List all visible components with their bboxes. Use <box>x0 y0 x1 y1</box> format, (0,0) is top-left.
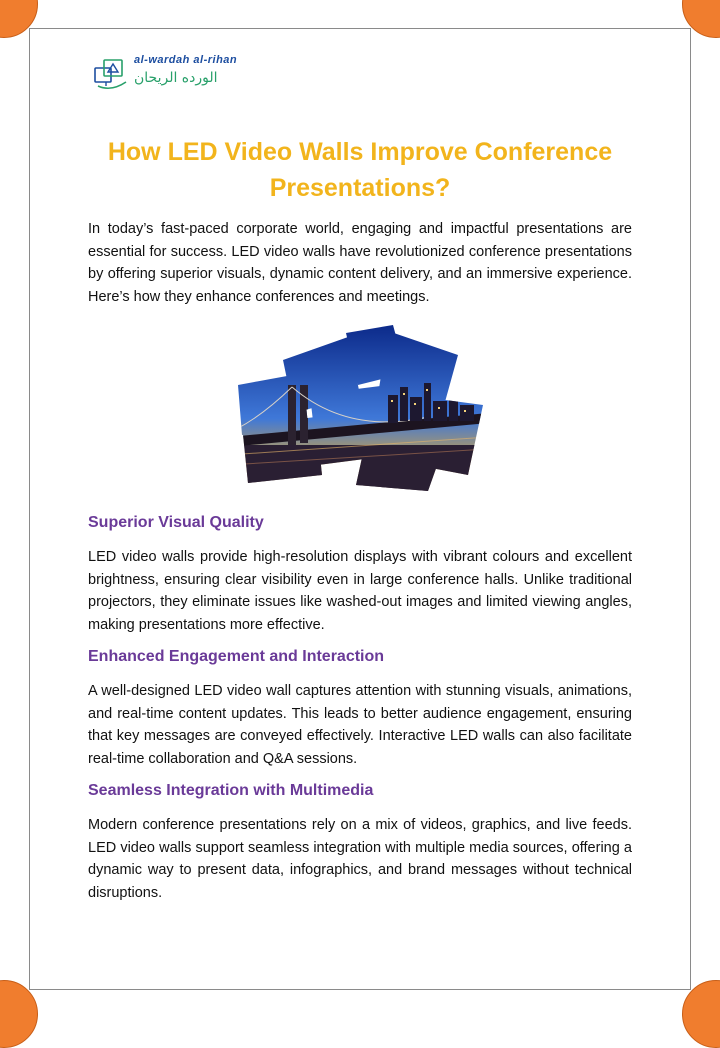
section-body-visual-quality: LED video walls provide high-resolution displays with vibrant colours and excellent brightness, ensuring clear visibility even in large conference halls. Unlike traditional projectors, they eliminate issues like washed-out images and limited viewing angles, making presentations more effective. <box>88 549 632 633</box>
section-body-engagement: A well-designed LED video wall captures attention with stunning visuals, animations, and real-time content updates. This leads to better audience engagement, ensuring that key messages are conveyed effectively. Interactive LED walls can also facilitate real-time collaboration and Q&A sessions. <box>88 683 632 767</box>
corner-decoration-bottom-right <box>682 980 720 1048</box>
logo-text-arabic: الورده الريحان <box>134 70 218 86</box>
logo-text-english: al-wardah al-rihan <box>134 54 238 66</box>
page-title: How LED Video Walls Improve Conference Presentations? <box>107 138 613 202</box>
company-logo <box>92 50 272 98</box>
section-heading-visual-quality: Superior Visual Quality <box>88 514 264 531</box>
section-body-multimedia: Modern conference presentations rely on a mix of videos, graphics, and live feeds. LED video walls support seamless integration with multiple media sources, offering a dynamic way to present data, infographics, and brand messages without technical disruptions. <box>88 817 632 901</box>
section-heading-multimedia: Seamless Integration with Multimedia <box>88 782 374 799</box>
led-video-wall-image <box>228 325 488 495</box>
corner-decoration-bottom-left <box>0 980 38 1048</box>
monitor-logo-icon <box>92 52 130 92</box>
section-heading-engagement: Enhanced Engagement and Interaction <box>88 648 385 665</box>
intro-paragraph: In today’s fast-paced corporate world, engaging and impactful presentations are essential for success. LED video walls have revolutionized conference presentations by offering superior visuals, dynamic content delivery, and an immersive experience. Here’s how they enhance conferences and meetings. <box>88 221 632 305</box>
